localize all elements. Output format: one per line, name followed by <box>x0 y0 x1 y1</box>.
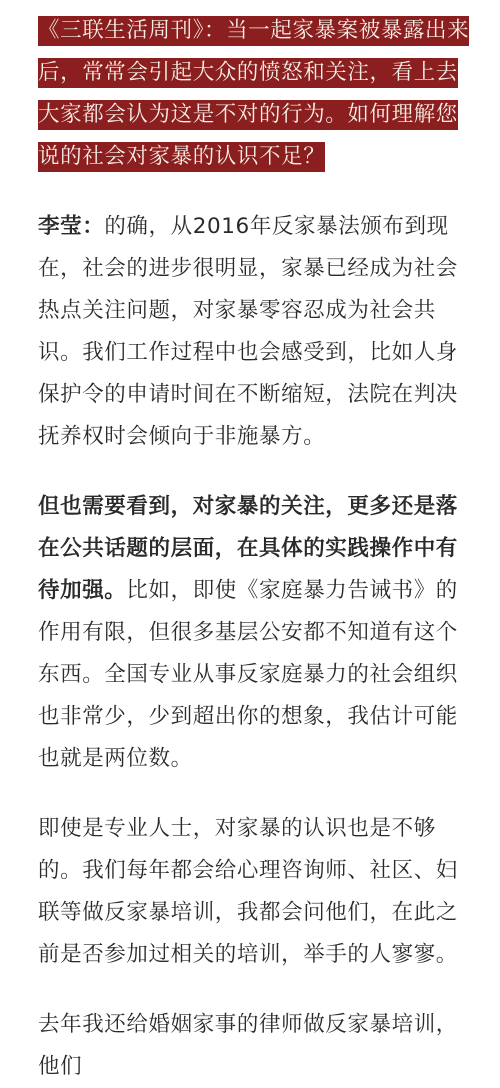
speaker-label: 李莹： <box>38 214 105 239</box>
article-body <box>38 0 470 1088</box>
answer-text-1: 的确，从2016年反家暴法颁布到现在，社会的进步很明显，家暴已经成为社会热点关注问题，对家暴零容忍成为社会共识。我们工作过程中也会感受到，比如人身保护令的申请时间在不断缩短，法院在判决抚养权时会倾向于非施暴方。 <box>38 214 458 449</box>
answer-text-4: 去年我还给婚姻家事的律师做反家暴培训，他们 <box>38 1012 458 1079</box>
answer-emphasis: 但也需要看到，对家暴的关注，更多还是落在公共话题的层面，在具体的实践操作中有待加强。 <box>38 494 458 603</box>
answer-text-3: 即使是专业人士，对家暴的认识也是不够的。我们每年都会给心理咨询师、社区、妇联等做反家暴培训，我都会问他们，在此之前是否参加过相关的培训，举手的人寥寥。 <box>38 816 458 967</box>
question-block <box>38 10 470 178</box>
answer-paragraph-2 <box>38 486 470 780</box>
answer-text-2: 比如，即使《家庭暴力告诫书》的作用有限，但很多基层公安都不知道有这个东西。全国专业从事反家庭暴力的社会组织也非常少，少到超出你的想象，我估计可能也就是两位数。 <box>38 578 458 771</box>
answer-paragraph-1 <box>38 206 470 458</box>
answer-paragraph-4 <box>38 1004 470 1088</box>
answer-paragraph-3 <box>38 808 470 976</box>
question-highlight: 《三联生活周刊》：当一起家暴案被暴露出来后，常常会引起大众的愤怒和关注，看上去大家都会认为这是不对的行为。如何理解您说的社会对家暴的认识不足？ <box>38 16 469 172</box>
